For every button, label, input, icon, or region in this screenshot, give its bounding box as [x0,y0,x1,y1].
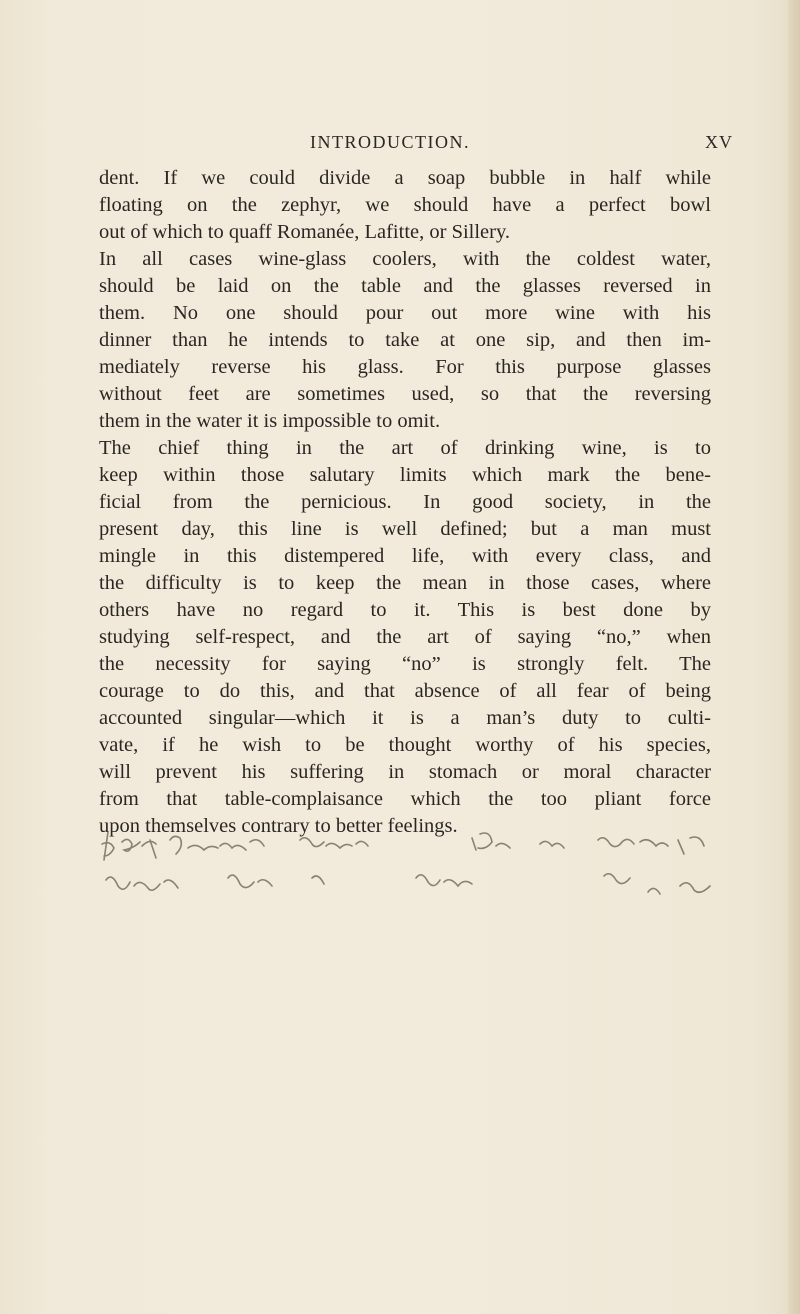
running-title: INTRODUCTION. [310,132,470,152]
text-line: out of which to quaff Romanée, Lafitte, or Sillery. [99,221,511,243]
handwritten-signature [100,820,720,920]
text-line: mingle in this distempered life, with every class, and [99,545,711,567]
text-line: The chief thing in the art of drinking wine, is to [99,437,711,459]
signature-scrawl [100,820,720,920]
text-line: studying self-respect, and the art of saying “no,” when [99,626,711,648]
text-line: the difficulty is to keep the mean in those cases, where [99,572,711,594]
text-line: without feet are sometimes used, so that the reversing [99,383,711,405]
text-line: keep within those salutary limits which mark the bene- [99,464,711,486]
body-text [99,165,711,840]
text-line: courage to do this, and that absence of all fear of being [99,680,711,702]
text-line: In all cases wine-glass coolers, with the coldest water, [99,248,711,270]
page-edge-shadow [788,0,800,1314]
page-number: XV [705,132,733,152]
text-line: from that table-complaisance which the too pliant force [99,788,711,810]
running-head [0,132,800,160]
text-line: them in the water it is impossible to omit. [99,410,441,432]
text-line: will prevent his suffering in stomach or moral character [99,761,711,783]
text-line: ficial from the pernicious. In good society, in the [99,491,711,513]
text-line: present day, this line is well defined; but a man must [99,518,711,540]
text-line: vate, if he wish to be thought worthy of his species, [99,734,711,756]
text-line: the necessity for saying “no” is strongly felt. The [99,653,711,675]
text-line: accounted singular—which it is a man’s duty to culti- [99,707,711,729]
text-line: dinner than he intends to take at one sip, and then im- [99,329,711,351]
text-line: upon themselves contrary to better feelings. [99,815,458,837]
text-line: dent. If we could divide a soap bubble in half while [99,167,711,189]
text-line: them. No one should pour out more wine with his [99,302,711,324]
text-line: others have no regard to it. This is best done by [99,599,711,621]
text-line: should be laid on the table and the glasses reversed in [99,275,711,297]
text-line: mediately reverse his glass. For this purpose glasses [99,356,711,378]
text-line: floating on the zephyr, we should have a perfect bowl [99,194,711,216]
